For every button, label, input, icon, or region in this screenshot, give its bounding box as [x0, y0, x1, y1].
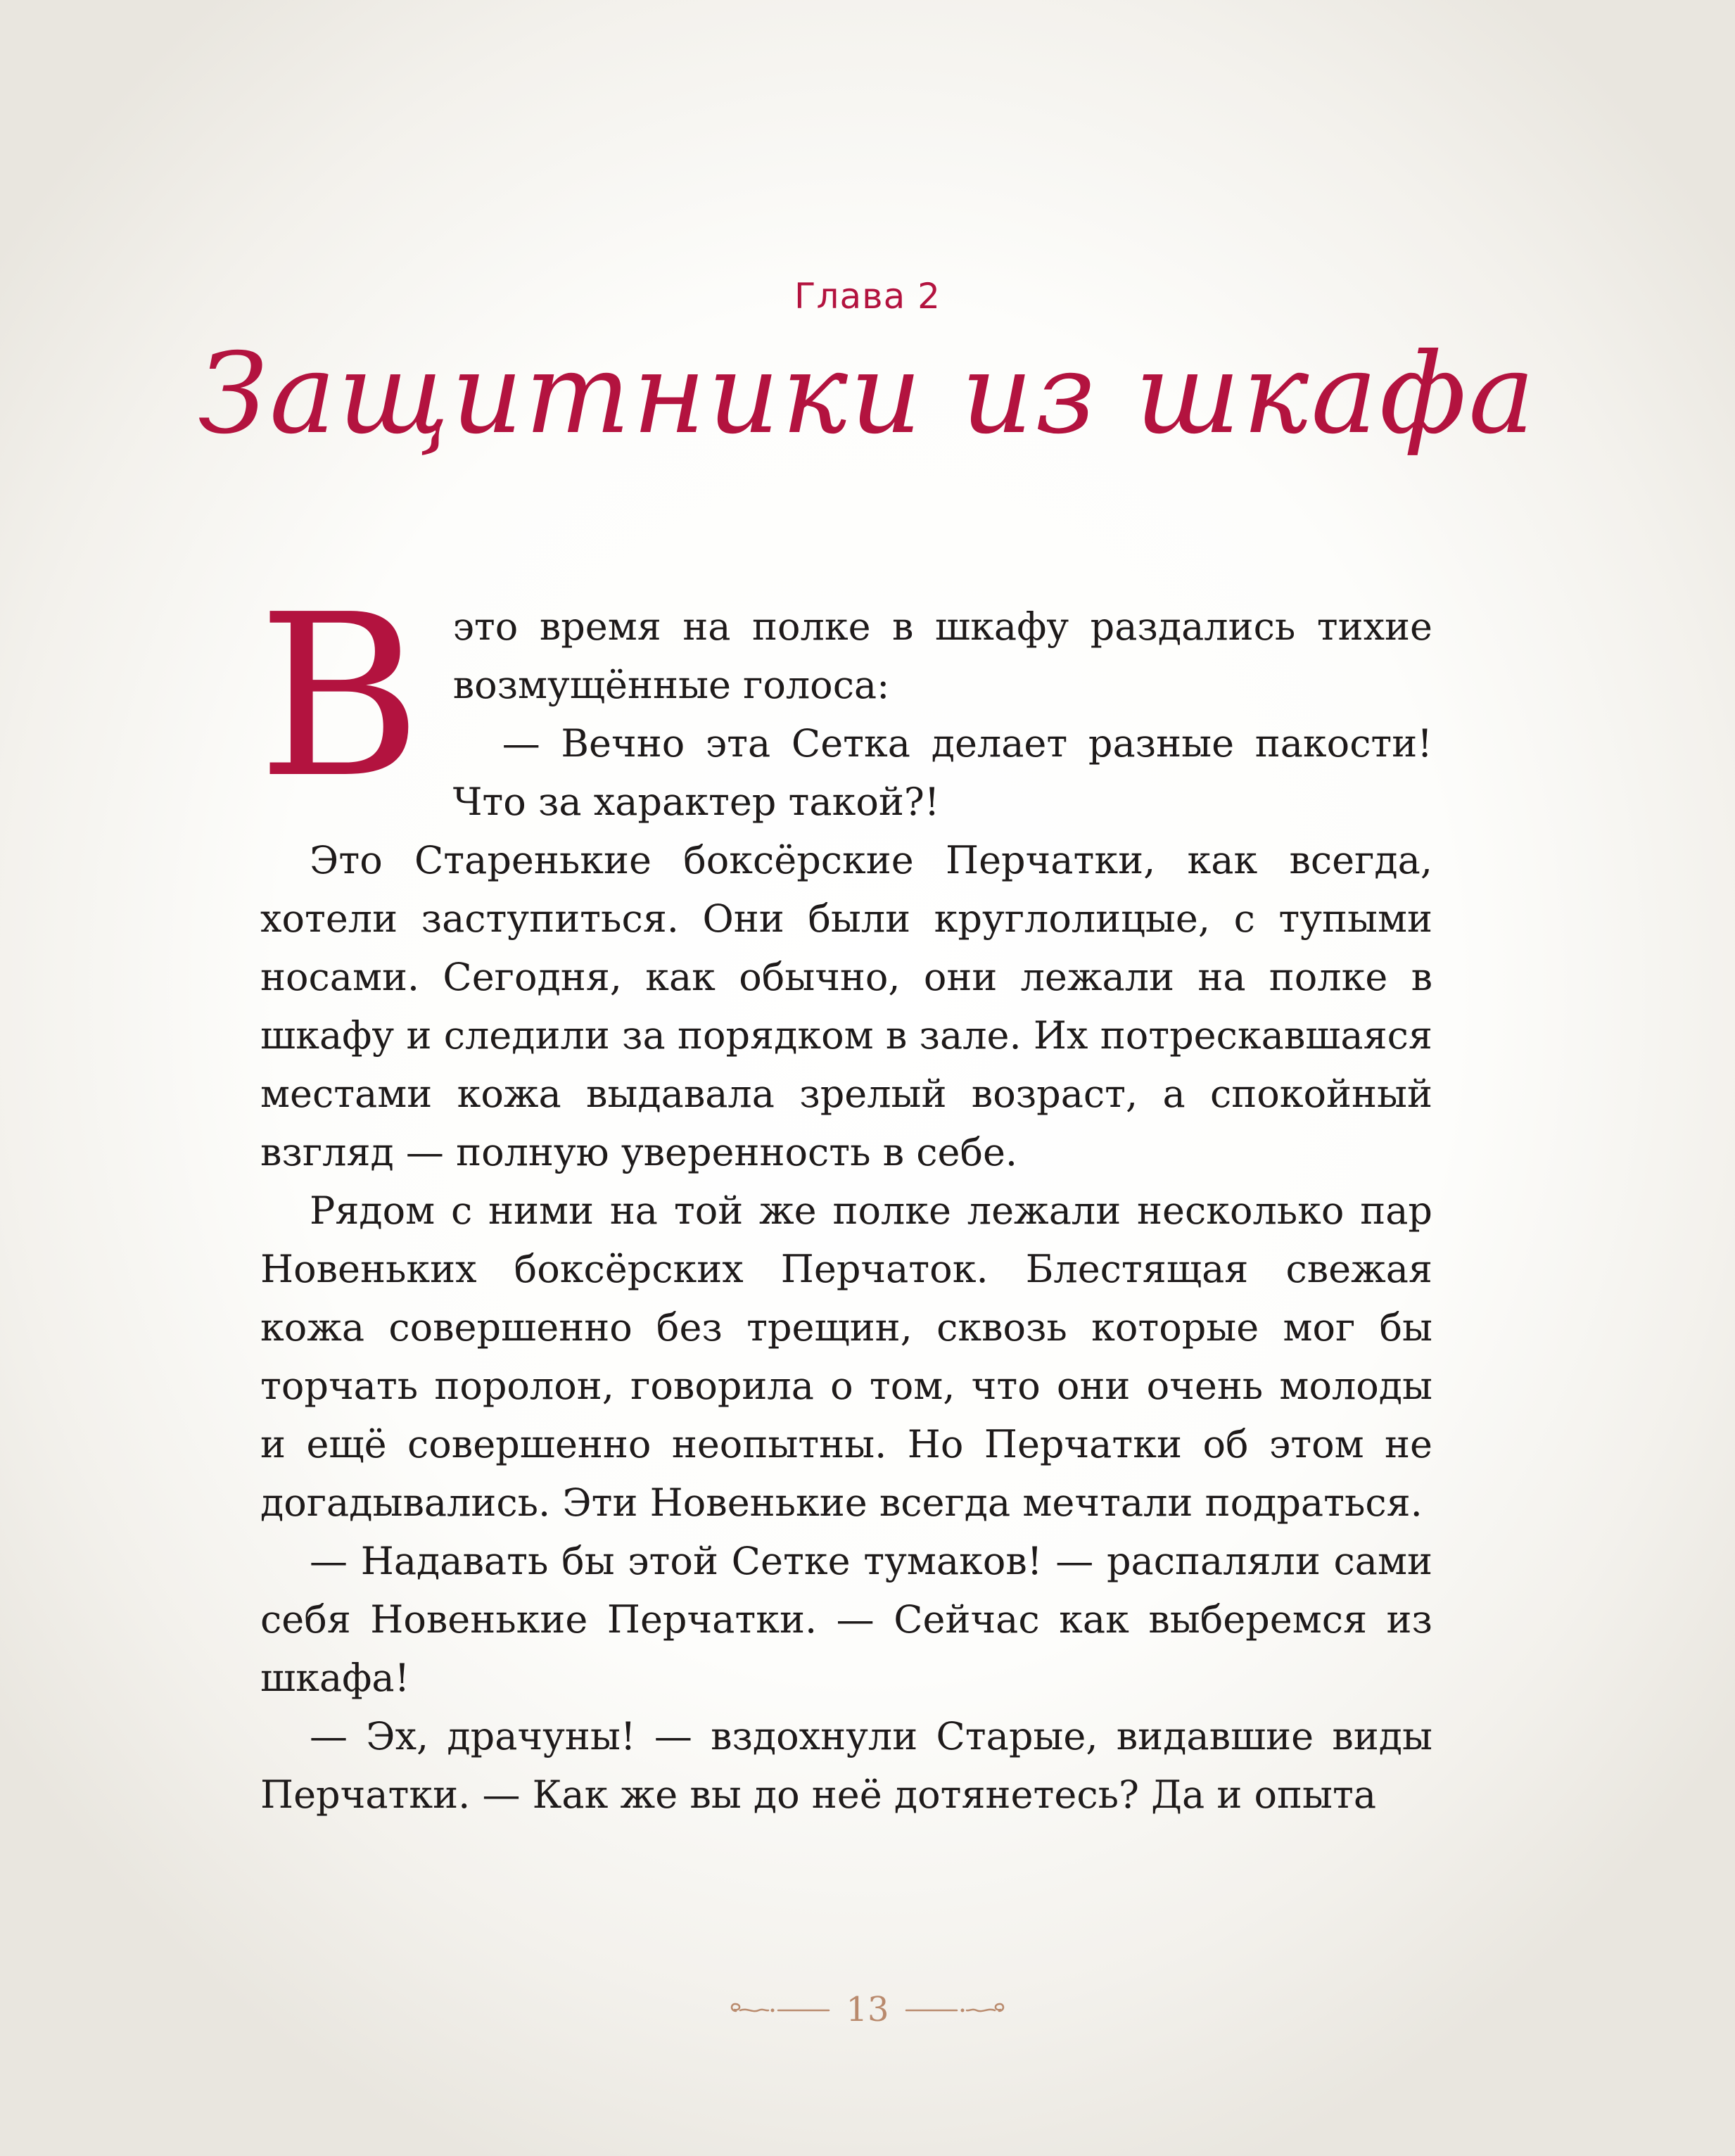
paragraph: — Эх, драчуны! — вздохнули Старые, видавшие виды Перчатки. — Как же вы до неё дотянетесь? Да и опыта	[260, 1714, 1432, 1817]
paragraph: Это Старенькие боксёрские Перчатки, как всегда, хотели заступиться. Они были круглолицые, с тупыми носами. Сегодня, как обычно, они лежали на полке в шкафу и следили за порядком в зале. Их потрескавшаяся местами кожа выдавала зрелый возраст, а спокойный взгляд — полную уверенность в себе.	[260, 838, 1432, 1174]
paragraph: — Надавать бы этой Сетке тумаков! — распаляли сами себя Новенькие Перчатки. — Сейчас как выберемся из шкафа!	[260, 1539, 1432, 1700]
chapter-label: Глава 2	[794, 276, 941, 317]
chapter-title: Защитники из шкафа	[198, 329, 1537, 459]
paragraph: Рядом с ними на той же полке лежали несколько пар Новеньких боксёрских Перчаток. Блестящая свежая кожа совершенно без трещин, сквозь которые мог бы торчать поролон, говорила о том, что они очень молоды и ещё совершенно неопытны. Но Перчатки об этом не догадывались. Эти Новенькие всегда мечтали подраться.	[260, 1188, 1432, 1525]
drop-cap: В	[258, 566, 422, 827]
body-text	[258, 566, 1432, 1824]
paragraph: — Вечно эта Сетка делает разные пакости! Что за характер такой?!	[452, 721, 1432, 824]
right-ornament-icon	[903, 1999, 1009, 2020]
left-ornament-icon	[726, 1999, 832, 2020]
page-number: 13	[846, 1990, 889, 2029]
paragraph: это время на полке в шкафу раздались тихие возмущённые голоса:	[452, 604, 1432, 707]
page-folio	[0, 1990, 1735, 2029]
